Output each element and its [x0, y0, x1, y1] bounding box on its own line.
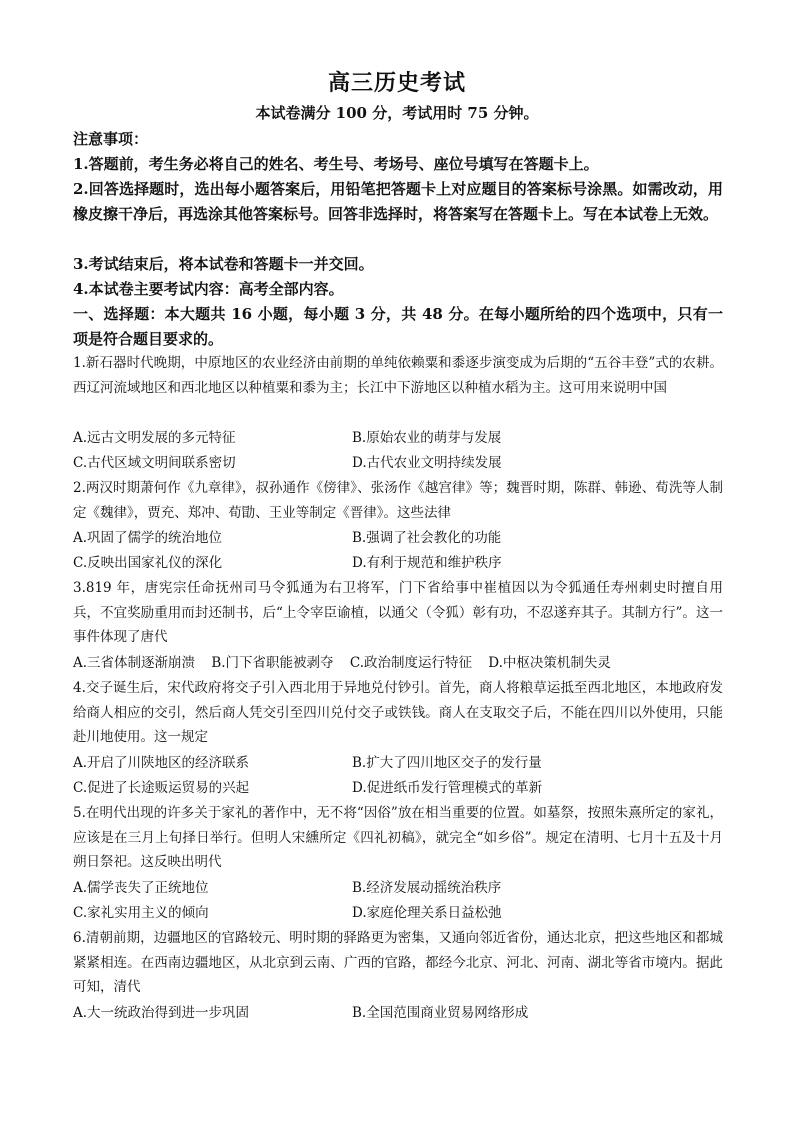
- option-c: C.促进了长途贩运贸易的兴起: [73, 780, 250, 796]
- option-d: D.中枢决策机制失灵: [488, 655, 611, 671]
- option-b: B.原始农业的萌芽与发展: [352, 430, 502, 446]
- notes-heading: 注意事项：: [73, 130, 149, 148]
- option-b: B.扩大了四川地区交子的发行量: [352, 755, 542, 771]
- option-c: C.政治制度运行特征: [349, 655, 472, 671]
- question-stem: 2.两汉时期萧何作《九章律》，叔孙通作《傍律》、张汤作《越宫律》等；魏晋时期，陈群、韩逊、荀洗等人制定《魏律》，贾充、郑冲、荀勖、王业等制定《晋律》。这些法律: [73, 480, 723, 521]
- option-b: B.强调了社会教化的功能: [352, 530, 502, 546]
- option-c: C.反映出国家礼仪的深化: [73, 555, 223, 571]
- option-b: B.门下省职能被剥夺: [211, 655, 334, 671]
- option-a: A.远古文明发展的多元特征: [73, 430, 236, 446]
- option-b: B.全国范围商业贸易网络形成: [352, 1005, 529, 1021]
- option-d: D.家庭伦理关系日益松弛: [352, 905, 502, 921]
- options-row: [73, 651, 723, 676]
- section-heading: 一、选择题：本大题共 16 小题，每小题 3 分，共 48 分。在每小题所给的四个选项中，只有一项是符合题目要求的。: [73, 305, 723, 348]
- note-item: 4.本试卷主要考试内容：高考全部内容。: [73, 280, 344, 298]
- option-d: D.古代农业文明持续发展: [352, 455, 502, 471]
- page-title: 高三历史考试: [327, 70, 466, 96]
- option-a: A.巩固了儒学的统治地位: [73, 530, 223, 546]
- option-a: A.三省体制逐渐崩溃: [73, 655, 196, 671]
- option-d: D.促进纸币发行管理模式的革新: [352, 780, 543, 796]
- page-subtitle: 本试卷满分 100 分，考试用时 75 分钟。: [255, 104, 539, 122]
- option-c: C.古代区域文明间联系密切: [73, 455, 236, 471]
- option-c: C.家礼实用主义的倾向: [73, 905, 209, 921]
- option-a: A.大一统政治得到进一步巩固: [73, 1005, 250, 1021]
- question-stem: 5.在明代出现的许多关于家礼的著作中，无不将“因俗”放在相当重要的位置。如墓祭，按照朱熹所定的家礼，应该是在三月上旬择日举行。但明人宋纁所定《四礼初稿》，就完全“如乡俗”。规定在清明、七月十五及十月朔日祭祀。这反映出明代: [73, 805, 723, 871]
- option-a: A.儒学丧失了正统地位: [73, 880, 209, 896]
- option-d: D.有利于规范和维护秩序: [352, 555, 502, 571]
- note-item: 1.答题前，考生务必将自己的姓名、考生号、考场号、座位号填写在答题卡上。: [73, 155, 599, 173]
- question-stem: 4.交子诞生后，宋代政府将交子引入西北用于异地兑付钞引。首先，商人将粮草运抵至西北地区，本地政府发给商人相应的交引，然后商人凭交引至四川兑付交子或铁钱。商人在支取交子后，不能在四川以外使用，只能赴川地使用。这一规定: [73, 680, 723, 746]
- note-item: 3.考试结束后，将本试卷和答题卡一并交回。: [73, 255, 374, 273]
- note-item: 2.回答选择题时，选出每小题答案后，用铅笔把答题卡上对应题目的答案标号涂黑。如需改动，用橡皮擦干净后，再选涂其他答案标号。回答非选择时，将答案写在答题卡上。写在本试卷上无效。: [73, 180, 723, 223]
- option-b: B.经济发展动摇统治秩序: [352, 880, 502, 896]
- question-stem: 1.新石器时代晚期，中原地区的农业经济由前期的单纯依赖粟和黍逐步演变成为后期的“五谷丰登”式的农耕。西辽河流域地区和西北地区以种植粟和黍为主；长江中下游地区以种植水稻为主。这可用来说明中国: [73, 355, 723, 396]
- option-a: A.开启了川陕地区的经济联系: [73, 755, 250, 771]
- question-stem: 6.清朝前期，边疆地区的官路较元、明时期的驿路更为密集，又通向邻近省份，通达北京，把这些地区和都城紧紧相连。在西南边疆地区，从北京到云南、广西的官路，都经今北京、河北、河南、湖北等省市境内。据此可知，清代: [73, 930, 723, 996]
- question-stem: 3.819 年，唐宪宗任命抚州司马令狐通为右卫将军，门下省给事中崔植因以为令狐通任寿州刺史时擅自用兵，不宜奖励重用而封还制书，后“上令宰臣谕植，以通父（令狐）彰有功，不忍遂弃其子。其制方行”。这一事件体现了唐代: [73, 580, 723, 646]
